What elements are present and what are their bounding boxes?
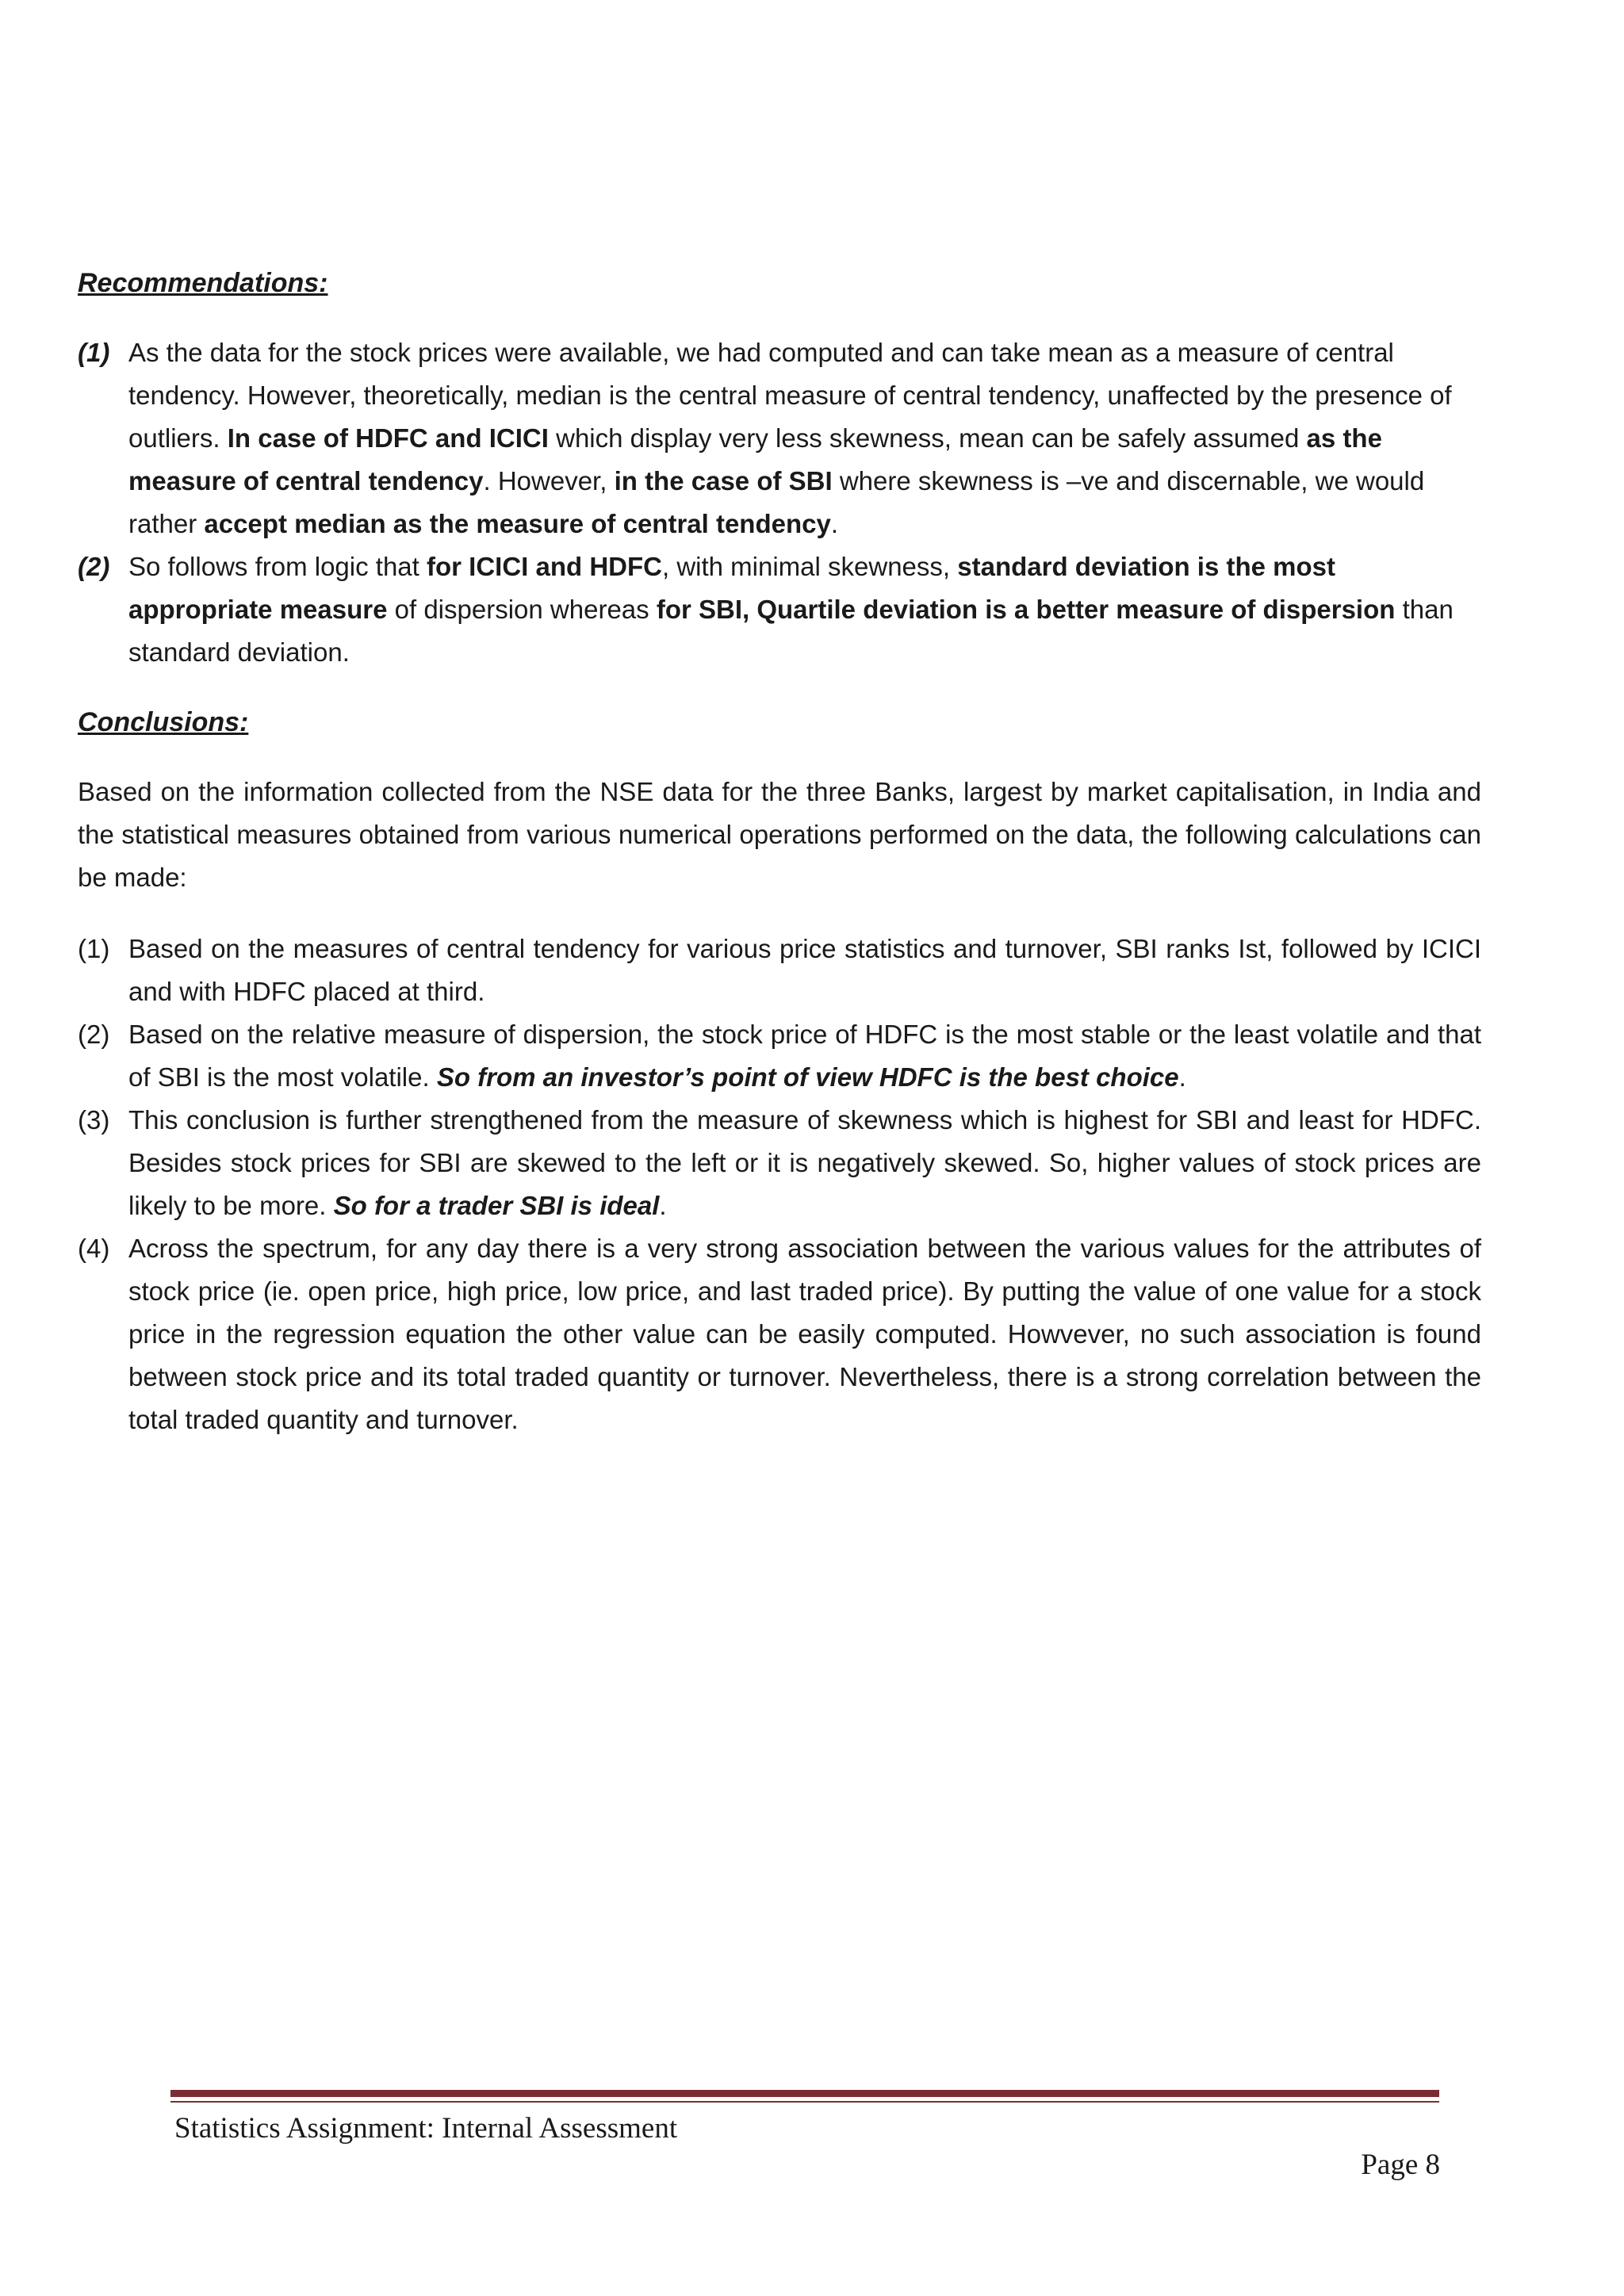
item-text [128, 934, 1481, 1006]
footer-divider-thin [170, 2101, 1439, 2103]
text-run: Based on the measures of central tendency for various price statistics and turnover, SBI ranks Ist, followed by ICICI and with HDFC placed at third. [128, 934, 1481, 1006]
recommendations-heading: Recommendations: [78, 268, 328, 298]
item-number: (3) [78, 1105, 110, 1135]
emphasis-text: So from an investor’s point of view HDFC is the best choice [436, 1062, 1179, 1092]
text-run: So follows from logic that [128, 552, 427, 581]
emphasis-text: So for a trader SBI is ideal [333, 1191, 660, 1220]
emphasis-text: for ICICI and HDFC [427, 552, 662, 581]
text-run: . However, [483, 466, 615, 496]
emphasis-text: as the measure of central tendency [128, 423, 1382, 496]
text-run: , with minimal skewness, [661, 552, 958, 581]
conclusions-intro: Based on the information collected from the NSE data for the three Banks, largest by market capitalisation, in India and the statistical measures obtained from various numerical operations performed on the data, the following calculations can be made: [78, 777, 1481, 892]
page-number: Page 8 [1361, 2149, 1440, 2181]
emphasis-text: accept median as the measure of central tendency [204, 509, 831, 538]
list-item [78, 545, 1481, 674]
footer-title: Statistics Assignment: Internal Assessment [174, 2112, 678, 2145]
text-run: This conclusion is further strengthened from the measure of skewness which is highest for SBI and least for HDFC. Besides stock prices for SBI are skewed to the left or it is negatively skewed. So, higher values of stock prices are likely to be more. [128, 1105, 1481, 1220]
list-item [78, 1227, 1481, 1441]
emphasis-text: for SBI, Quartile deviation is a better measure of dispersion [656, 595, 1396, 624]
item-text [128, 338, 1452, 538]
recommendations-list [78, 331, 1481, 674]
footer-divider [170, 2090, 1439, 2097]
text-run: . [1178, 1062, 1186, 1092]
emphasis-text: standard deviation is the most appropriate measure [128, 552, 1336, 624]
item-number: (1) [78, 338, 110, 367]
item-number: (2) [78, 1020, 110, 1049]
item-text [128, 1020, 1481, 1092]
text-run: of dispersion whereas [387, 595, 657, 624]
conclusions-list [78, 928, 1481, 1441]
text-run: . [830, 509, 839, 538]
text-run: than standard deviation. [128, 595, 1454, 667]
item-number: (2) [78, 552, 110, 581]
item-text [128, 1234, 1481, 1434]
text-run: As the data for the stock prices were available, we had computed and can take mean as a measure of central tendency. However, theoretically, median is the central measure of central tendency, unaffected by the presence of outliers. [128, 338, 1452, 453]
item-text [128, 552, 1454, 667]
list-item [78, 1099, 1481, 1227]
emphasis-text: In case of HDFC and ICICI [227, 423, 549, 453]
text-run: Based on the relative measure of dispersion, the stock price of HDFC is the most stable or the least volatile and that of SBI is the most volatile. [128, 1020, 1481, 1092]
emphasis-text: in the case of SBI [614, 466, 833, 496]
item-number: (4) [78, 1234, 110, 1263]
item-number: (1) [78, 934, 110, 963]
list-item [78, 928, 1481, 1013]
item-text [128, 1105, 1481, 1220]
text-run: . [659, 1191, 667, 1220]
text-run: Across the spectrum, for any day there is a very strong association between the various values for the attributes of stock price (ie. open price, high price, low price, and last traded price). By putting the value of one value for a stock price in the regression equation the other value can be easily computed. Howvever, no such association is found between stock price and its total traded quantity or turnover. Nevertheless, there is a strong correlation between the total traded quantity and turnover. [128, 1234, 1481, 1434]
text-run: where skewness is –ve and discernable, we would rather [128, 466, 1425, 538]
conclusions-heading: Conclusions: [78, 707, 249, 737]
list-item [78, 1013, 1481, 1099]
document-body [78, 262, 1481, 1468]
text-run: which display very less skewness, mean can be safely assumed [548, 423, 1307, 453]
list-item [78, 331, 1481, 545]
